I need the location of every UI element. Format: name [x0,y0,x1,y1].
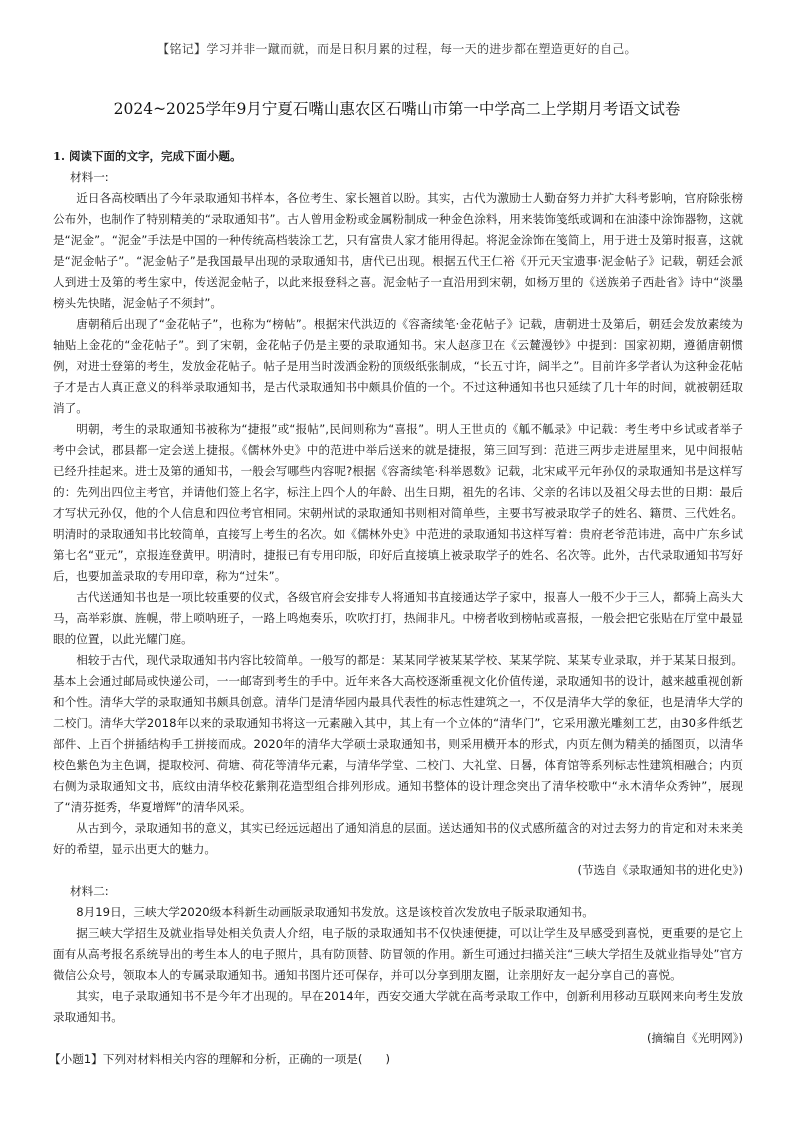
motto-banner: 【铭记】学习并非一蹴而就，而是日积月累的过程，每一天的进步都在塑造更好的自己。 [157,42,637,56]
material-two-paragraph: 8月19日，三峡大学2020级本科新生动画版录取通知书发放。这是该校首次发放电子版录取通知书。 [76,905,594,919]
material-one-paragraph: 明朝，考生的录取通知书被称为“捷报”或“报帖”,民间则称为“喜报”。明人王世贞的《觚不觚录》中记载：考生考中乡试或者举子考中会试，郡县都一定会送上捷报。《儒林外史》中的范进中举后送来的就是捷报，第三回写到：范进三两步走进屋里来，见中间报帖已经升挂起来。进士及第的通知书，一般会写哪些内容呢?根据《容斋续笔·科举恩数》记载，北宋咸平元年孙仅的录取通知书是这样写的：先列出四位主考官，并请他们签上名字，标注上四个人的年龄、出生日期，祖先的名讳、父亲的名讳以及祖父母去世的日期：最后才写状元孙仅，他的个人信息和四位考官相同。宋朝州试的录取通知书则相对简单些，主要书写被录取学子的姓名、籍贯、三代姓名。明清时的录取通知书比较简单，直接写上考生的名次。如《儒林外史》中范进的录取通知书这样写着：贵府老爷范讳进，高中广东乡试第七名“亚元”，京报连登黄甲。明清时，捷报已有专用印版，印好后直接填上被录取学子的姓名、名次等。此外，古代录取通知书写好后，也要加盖录取的专用印章，称为“过朱”。 [53,422,743,583]
material-two-source: (摘编自《光明网》) [647,1031,743,1045]
question-heading: 1. 阅读下面的文字，完成下面小题。 [53,149,242,163]
exam-title: 2024~2025学年9月宁夏石嘴山惠农区石嘴山市第一中学高二上学期月考语文试卷 [113,100,681,118]
material-one-paragraph: 唐朝稍后出现了“金花帖子”，也称为“榜帖”。根据宋代洪迈的《容斋续笔·金花帖子》记载，唐朝进士及第后，朝廷会发放素绫为轴贴上金花的“金花帖子”。到了宋朝，金花帖子仍是主要的录取通知书。宋人赵彦卫在《云麓漫钞》中提到：国家初期，遵循唐朝惯例，对进士登第的考生，发放金花帖子。帖子是用当时泼洒金粉的顶级纸张制成，“长五寸许，阔半之”。目前许多学者认为这种金花帖子才是古人真正意义的科举录取通知书，是古代录取通知书中颇具价值的一个。不过这种通知书也只延续了几十年的时间，就被朝廷取消了。 [53,317,743,415]
material-two-paragraph: 据三峡大学招生及就业指导处相关负责人介绍，电子版的录取通知书不仅快速便捷，可以让学生及早感受到喜悦，更重要的是它上面有从高考报名系统导出的考生本人的电子照片，具有防顶替、防冒领的作用。新生可通过扫描关注“三峡大学招生及就业指导处”官方微信公众号，领取本人的专属录取通知书。通知书图片还可保存，并可以分享到朋友圈，让亲朋好友一起分享自己的喜悦。 [53,926,743,982]
material-two-paragraph: 其实，电子录取通知书不是今年才出现的。早在2014年，西安交通大学就在高考录取工作中，创新利用移动互联网来向考生发放录取通知书。 [53,989,743,1024]
material-one-paragraph: 古代送通知书也是一项比较重要的仪式，各级官府会安排专人将通知书直接通达学子家中，报喜人一般不少于三人，都骑上高头大马，高举彩旗、旌幌，带上唢呐班子，一路上鸣炮奏乐，吹吹打打，热闹非凡。中榜者收到榜帖或喜报，一般会把它张贴在厅堂中最显眼的位置，以此光耀门庭。 [53,590,743,646]
material-one-paragraph: 从古到今，录取通知书的意义，其实已经远远超出了通知消息的层面。送达通知书的仪式感所蕴含的对过去努力的肯定和对未来美好的希望，显示出更大的魅力。 [53,821,743,856]
material-two-label: 材料二: [70,884,109,898]
material-one-label: 材料一: [70,170,109,184]
material-one-source: (节选自《录取通知书的进化史》) [577,863,743,877]
material-one-paragraph: 近日各高校晒出了今年录取通知书样本，各位考生、家长翘首以盼。其实，古代为激励士人勤奋努力并扩大科考影响，官府除张榜公布外，也制作了特别精美的“录取通知书”。古人曾用金粉或金属粉制成一种金色涂料，用来装饰笺纸或调和在油漆中涂饰器物，这就是“泥金”。“泥金”手法是中国的一种传统高档装涂工艺，只有富贵人家才能用得起。将泥金涂饰在笺简上，用于进士及第时报喜，这就是“泥金帖子”。“泥金帖子”是我国最早出现的录取通知书，唐代已出现。根据五代王仁裕《开元天宝遗事·泥金帖子》记载，朝廷会派人到进士及第的考生家中，传送泥金帖子，以此来报登科之喜。泥金帖子一直沿用到宋朝，如杨万里的《送族弟子西赴省》诗中“淡墨榜头先快睹，泥金帖子不须封”。 [53,191,743,310]
material-one-paragraph: 相较于古代，现代录取通知书内容比较简单。一般写的都是：某某同学被某某学校、某某学院、某某专业录取，并于某某日报到。基本上会通过邮局或快递公司，一一邮寄到考生的手中。近年来各大高校逐渐重视文化价值传递，录取通知书的设计，越来越重视创新和个性。清华大学的录取通知书颇具创意。清华门是清华园内最具代表性的标志性建筑之一，不仅是清华大学的象征，也是清华大学的二校门。清华大学2018年以来的录取通知书将这一元素融入其中，其上有一个立体的“清华门”，它采用激光雕刻工艺，由30多件纸艺部件、上百个拼插结构手工拼接而成。2020年的清华大学硕士录取通知书，则采用横开本的形式，内页左侧为精美的插图页，以清华校色紫色为主色调，提取校河、荷塘、荷花等清华元素，与清华学堂、二校门、大礼堂、日晷，体育馆等系列标志性建筑相融合；内页右侧为录取通知文书，底纹由清华校花紫荆花造型组合排列形成。通知书整体的设计理念突出了清华校歌中“永木清华众秀钟”，展现了“清芬挺秀，华夏增辉”的清华风采。 [53,653,743,814]
question-content [49,146,743,1070]
sub-question-1: 【小题1】下列对材料相关内容的理解和分析，正确的一项是( ) [49,1052,391,1066]
